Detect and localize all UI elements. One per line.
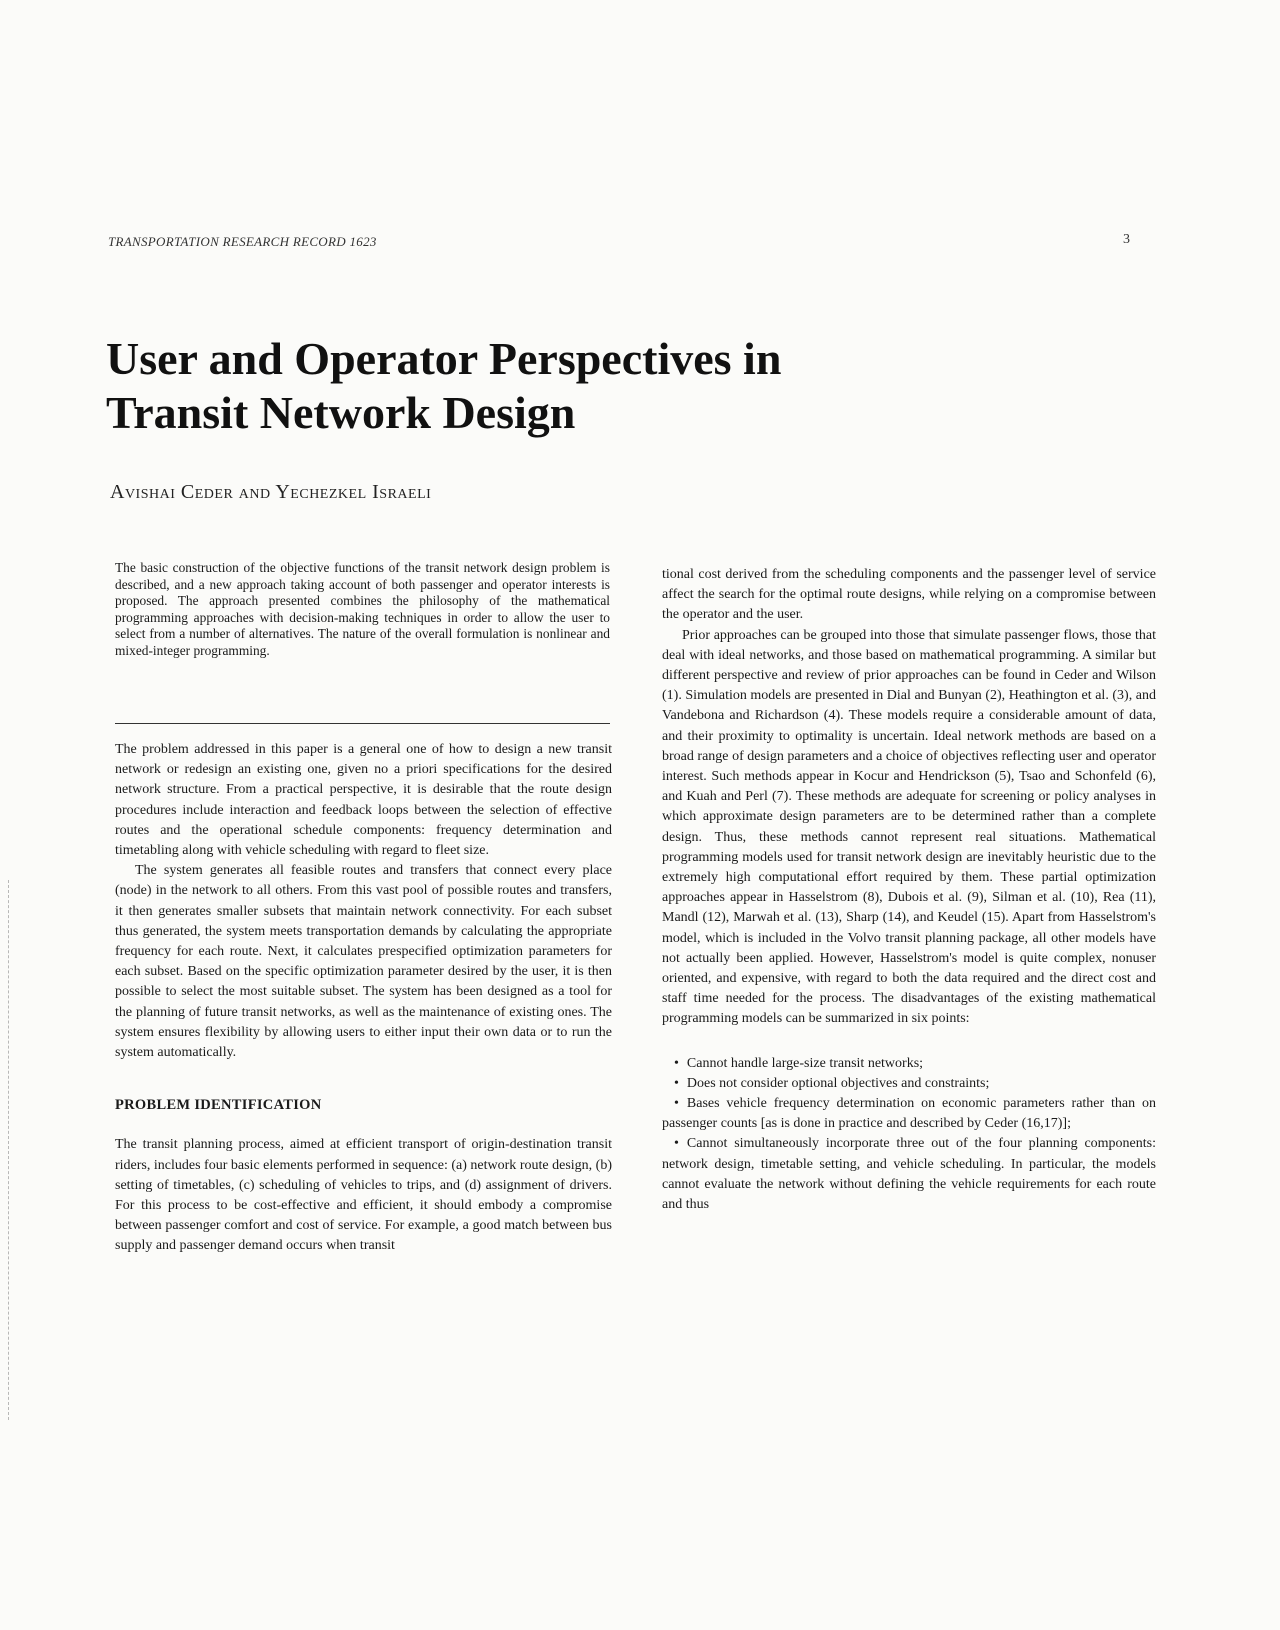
bullet-icon: • xyxy=(674,1075,679,1091)
intro-paragraph-1: The problem addressed in this paper is a general one of how to design a new transit network or redesign an existing one, given no a priori specifications for the desired network structure. From a practical perspective, it is desirable that the route design procedures include interaction and feedback loops between the selection of effective routes and the operational schedule components: frequency determination and timetabling along with vehicle scheduling with regard to fleet size. xyxy=(115,742,612,859)
bullet-icon: • xyxy=(674,1055,679,1071)
title-line-2: Transit Network Design xyxy=(106,387,576,438)
problem-paragraph: The transit planning process, aimed at efficient transport of origin-destination transit riders, includes four basic elements performed in sequence: (a) network route design, (b) setting of timetables, (c) scheduling of vehicles to trips, and (d) assignment of drivers. For this process to be cost-effective and efficient, it should embody a compromise between passenger comfort and cost of service. For example, a good match between bus supply and passenger demand occurs when transit xyxy=(115,1137,612,1254)
list-item-text: Bases vehicle frequency determination on economic parameters rather than on passenger counts [as is done in practice and described by Ceder (16,17)]; xyxy=(662,1096,1156,1132)
scan-margin-marks xyxy=(8,880,13,1420)
bullet-icon: • xyxy=(674,1136,679,1152)
bullet-icon: • xyxy=(674,1096,679,1112)
list-item-text: Cannot simultaneously incorporate three out of the four planning components: network design, timetable setting, and vehicle scheduling. In particular, the models cannot evaluate the network without defining the vehicle requirements for each route and thus xyxy=(662,1136,1156,1213)
disadvantages-list xyxy=(662,1054,1156,1216)
right-column xyxy=(662,565,1156,1215)
page-number: 3 xyxy=(1123,232,1130,247)
list-spacer xyxy=(662,1030,1156,1054)
paper-title xyxy=(106,332,1006,440)
list-item xyxy=(662,1074,1156,1094)
running-head: TRANSPORTATION RESEARCH RECORD 1623 xyxy=(108,234,377,249)
list-item xyxy=(662,1054,1156,1074)
section-heading: PROBLEM IDENTIFICATION xyxy=(115,1097,322,1114)
intro-paragraph-2: The system generates all feasible routes and transfers that connect every place (node) in the network to all others. From this vast pool of possible routes and transfers, it then generates smaller subsets that maintain network connectivity. For each subset thus generated, the system meets transportation demands by calculating the appropriate frequency for each route. Next, it calculates prespecified optimization parameters for each subset. Based on the specific optimization parameter desired by the user, it is then possible to select the most suitable subset. The system has been designed as a tool for the planning of future transit networks, as well as the maintenance of existing ones. The system ensures flexibility by allowing users to either input their own data or to run the system automatically. xyxy=(115,863,612,1061)
abstract-divider xyxy=(115,723,610,724)
abstract: The basic construction of the objective functions of the transit network design problem is described, and a new approach taking account of both passenger and operator interests is proposed. The approach presented combines the philosophy of the mathematical programming approaches with decision-making techniques in order to allow the user to select from a number of alternatives. The nature of the overall formulation is nonlinear and mixed-integer programming. xyxy=(115,560,610,658)
continued-paragraph: tional cost derived from the scheduling components and the passenger level of service affect the search for the optimal route designs, while relying on a compromise between the operator and the user. xyxy=(662,567,1156,623)
author-byline: Avishai Ceder and Yechezkel Israeli xyxy=(110,481,432,503)
list-item xyxy=(662,1134,1156,1215)
left-column xyxy=(115,740,612,1257)
prior-approaches-paragraph: Prior approaches can be grouped into those that simulate passenger flows, those that deal with ideal networks, and those based on mathematical programming. A similar but different perspective and review of prior approaches can be found in Ceder and Wilson (1). Simulation models are presented in Dial and Bunyan (2), Heathington et al. (3), and Vandebona and Richardson (4). These models require a considerable amount of data, and their proximity to optimality is uncertain. Ideal network methods are based on a broad range of design parameters and a choice of objectives reflecting user and operator interest. Such methods appear in Kocur and Hendrickson (5), Tsao and Schonfeld (6), and Kuah and Perl (7). These methods are adequate for screening or policy analyses in which approximate design parameters are to be determined rather than a complete design. Thus, these methods cannot represent real situations. Mathematical programming models used for transit network design are inevitably heuristic due to the extremely high computational effort required by them. These partial optimization approaches appear in Hasselstrom (8), Dubois et al. (9), Silman et al. (10), Rea (11), Mandl (12), Marwah et al. (13), Sharp (14), and Keudel (15). Apart from Hasselstrom's model, which is included in the Volvo transit planning package, all other models have not actually been applied. However, Hasselstrom's model is quite complex, nonuser oriented, and expensive, with regard to both the data required and the direct cost and staff time needed for the process. The disadvantages of the existing mathematical programming models can be summarized in six points: xyxy=(662,627,1156,1027)
list-item xyxy=(662,1094,1156,1134)
list-item-text: Cannot handle large-size transit networks; xyxy=(686,1055,924,1071)
title-line-1: User and Operator Perspectives in xyxy=(106,333,782,384)
list-item-text: Does not consider optional objectives and constraints; xyxy=(686,1075,990,1091)
